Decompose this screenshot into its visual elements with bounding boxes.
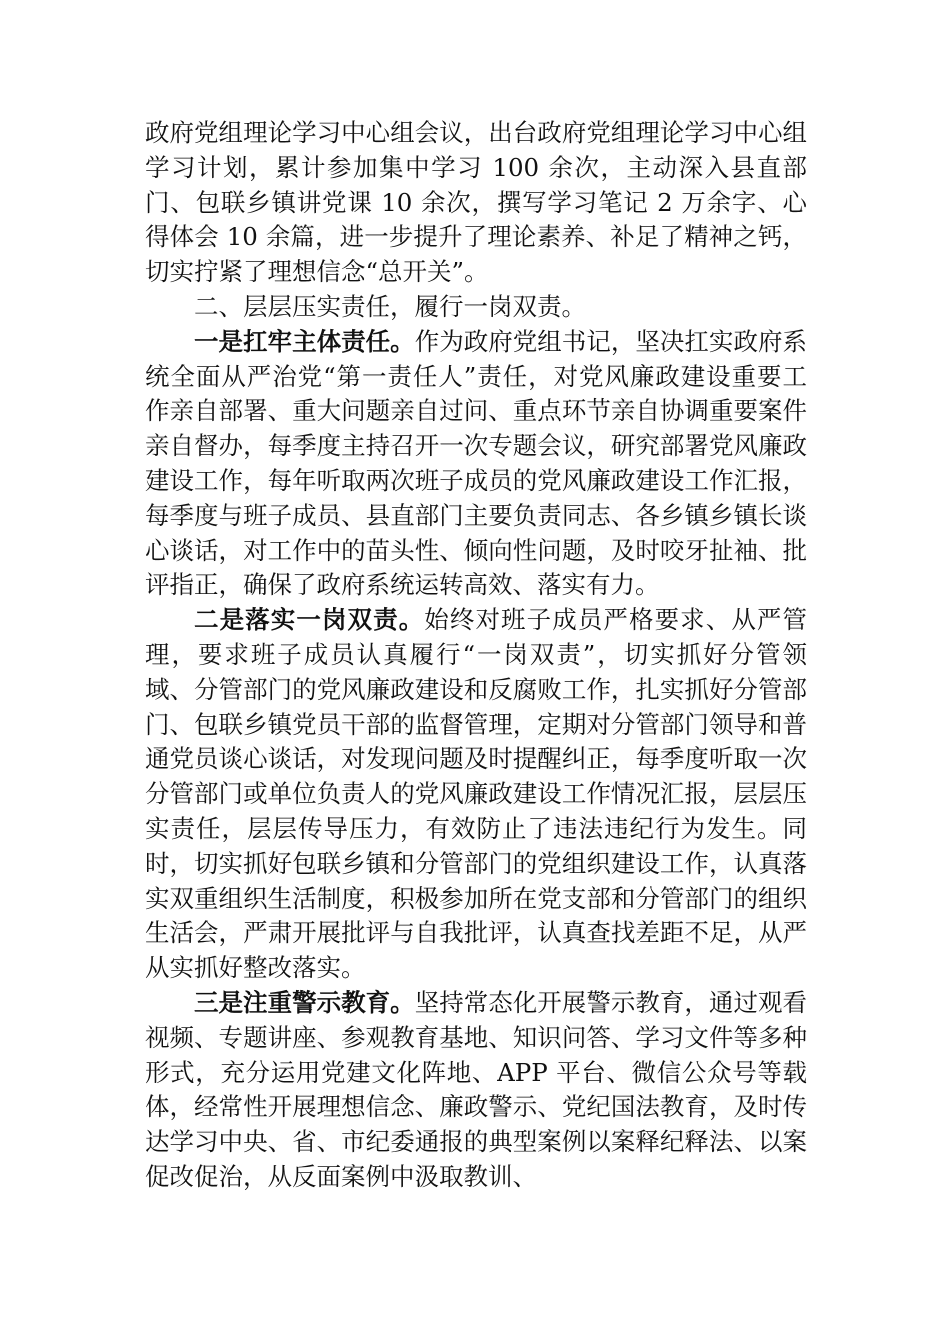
paragraph-theory-study bbox=[145, 116, 807, 290]
paragraph-dual-responsibility bbox=[145, 603, 807, 986]
paragraph-text: 作为政府党组书记，坚决扛实政府系统全面从严治党“第一责任人”责任，对党风廉政建设重要工作亲自部署、重大问题亲自过问、重点环节亲自协调重要案件亲自督办，每季度主持召开一次专题会议，研究部署党风廉政建设工作，每年听取两次班子成员的党风廉政建设工作汇报，每季度与班子成员、县直部门主要负责同志、各乡镇乡镇长谈心谈话，对工作中的苗头性、倾向性问题，及时咬牙扯袖、批评指正，确保了政府系统运转高效、落实有力。 bbox=[145, 326, 807, 600]
paragraph-lead: 一是扛牢主体责任。 bbox=[194, 326, 415, 356]
paragraph-text: 政府党组理论学习中心组会议，出台政府党组理论学习中心组学习计划，累计参加集中学习 100 余次，主动深入县直部门、包联乡镇讲党课 10 余次，撰写学习笔记 2 万余字、心得体会 10 余篇，进一步提升了理论素养、补足了精神之钙，切实拧紧了理想信念“总开关”。 bbox=[145, 118, 807, 287]
paragraph-lead: 二是落实一岗双责。 bbox=[194, 605, 425, 635]
paragraph-warning-education bbox=[145, 986, 807, 1195]
paragraph-text: 坚持常态化开展警示教育，通过观看视频、专题讲座、参观教育基地、知识问答、学习文件等多种形式，充分运用党建文化阵地、APP 平台、微信公众号等载体，经常性开展理想信念、廉政警示、党纪国法教育，及时传达学习中央、省、市纪委通报的典型案例以案释纪释法、以案促改促治，从反面案例中汲取教训、 bbox=[145, 987, 807, 1191]
paragraph-lead: 三是注重警示教育。 bbox=[194, 987, 415, 1017]
section-heading-text: 二、层层压实责任，履行一岗双责。 bbox=[194, 291, 586, 321]
document-body bbox=[145, 116, 807, 1195]
paragraph-main-responsibility bbox=[145, 325, 807, 603]
section-heading-responsibility bbox=[145, 290, 807, 325]
paragraph-text: 始终对班子成员严格要求、从严管理，要求班子成员认真履行“一岗双责”，切实抓好分管领域、分管部门的党风廉政建设和反腐败工作，扎实抓好分管部门、包联乡镇党员干部的监督管理，定期对分管部门领导和普通党员谈心谈话，对发现问题及时提醒纠正，每季度听取一次分管部门或单位负责人的党风廉政建设工作情况汇报，层层压实责任，层层传导压力，有效防止了违法违纪行为发生。同时，切实抓好包联乡镇和分管部门的党组织建设工作，认真落实双重组织生活制度，积极参加所在党支部和分管部门的组织生活会，严肃开展批评与自我批评，认真查找差距不足，从严从实抓好整改落实。 bbox=[145, 605, 808, 983]
